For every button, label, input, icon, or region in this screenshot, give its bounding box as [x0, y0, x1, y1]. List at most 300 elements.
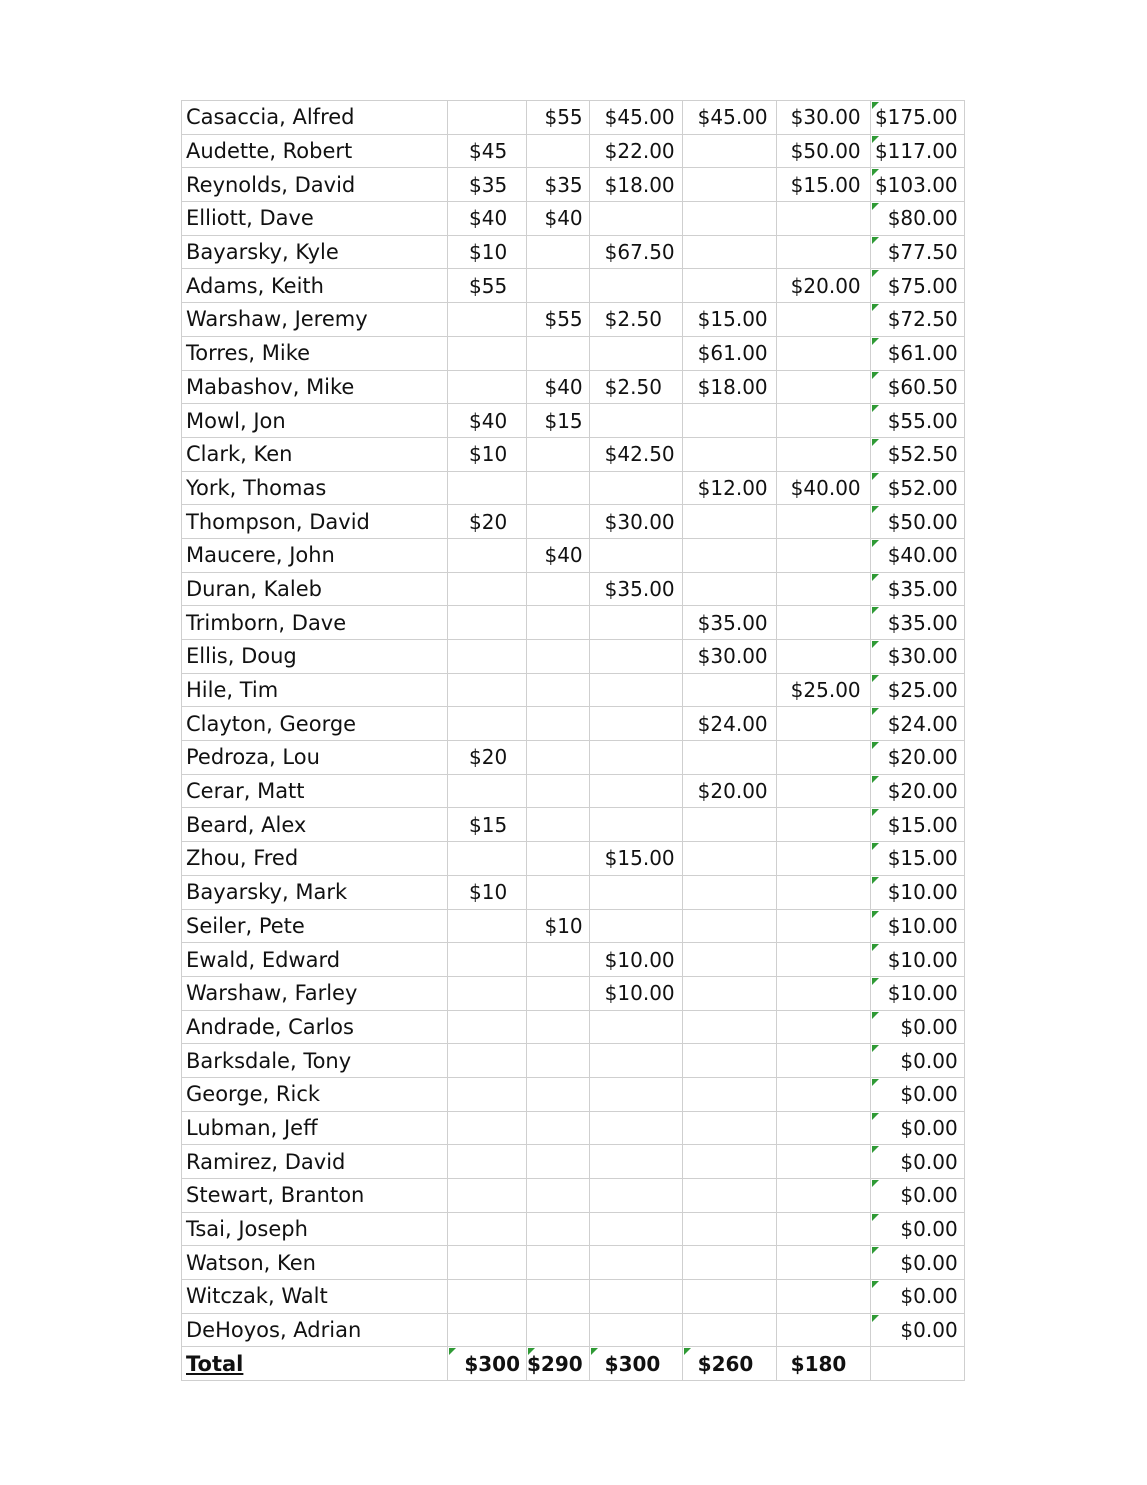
table-row[interactable] — [182, 875, 965, 909]
amount-cell[interactable]: $42.50 — [589, 437, 682, 471]
amount-cell[interactable] — [589, 1212, 682, 1246]
amount-cell[interactable] — [776, 808, 870, 842]
table-row[interactable] — [182, 842, 965, 876]
amount-cell[interactable] — [448, 1313, 527, 1347]
name-cell[interactable]: Ewald, Edward — [182, 943, 448, 977]
name-cell[interactable]: Witczak, Walt — [182, 1280, 448, 1314]
table-row[interactable] — [182, 168, 965, 202]
amount-cell[interactable] — [448, 976, 527, 1010]
amount-cell[interactable]: $61.00 — [682, 336, 776, 370]
table-row[interactable] — [182, 808, 965, 842]
amount-cell[interactable] — [448, 572, 527, 606]
row-total-cell[interactable]: $0.00 — [870, 1212, 964, 1246]
row-total-cell[interactable]: $52.00 — [870, 471, 964, 505]
table-row[interactable] — [182, 471, 965, 505]
table-row[interactable] — [182, 774, 965, 808]
table-row[interactable] — [182, 943, 965, 977]
amount-cell[interactable] — [682, 1010, 776, 1044]
amount-cell[interactable]: $20.00 — [776, 269, 870, 303]
amount-cell[interactable]: $35.00 — [682, 606, 776, 640]
amount-cell[interactable] — [589, 404, 682, 438]
amount-cell[interactable]: $25.00 — [776, 673, 870, 707]
amount-cell[interactable] — [682, 1077, 776, 1111]
amount-cell[interactable] — [682, 808, 776, 842]
grand-total-cell[interactable] — [870, 1347, 964, 1381]
column-total-cell[interactable]: $260 — [682, 1347, 776, 1381]
name-cell[interactable]: Ellis, Doug — [182, 640, 448, 674]
amount-cell[interactable] — [448, 909, 527, 943]
row-total-cell[interactable]: $0.00 — [870, 1179, 964, 1213]
amount-cell[interactable] — [682, 1044, 776, 1078]
amount-cell[interactable] — [776, 707, 870, 741]
row-total-cell[interactable]: $40.00 — [870, 538, 964, 572]
amount-cell[interactable] — [589, 1010, 682, 1044]
name-cell[interactable]: Watson, Ken — [182, 1246, 448, 1280]
amount-cell[interactable] — [776, 842, 870, 876]
amount-cell[interactable]: $15.00 — [682, 303, 776, 337]
amount-cell[interactable] — [527, 875, 590, 909]
amount-cell[interactable] — [776, 1010, 870, 1044]
amount-cell[interactable] — [527, 943, 590, 977]
amount-cell[interactable] — [682, 943, 776, 977]
row-total-cell[interactable]: $15.00 — [870, 808, 964, 842]
amount-cell[interactable]: $55 — [527, 303, 590, 337]
amount-cell[interactable] — [776, 370, 870, 404]
amount-cell[interactable] — [682, 909, 776, 943]
amount-cell[interactable] — [448, 1077, 527, 1111]
row-total-cell[interactable]: $35.00 — [870, 606, 964, 640]
row-total-cell[interactable]: $60.50 — [870, 370, 964, 404]
amount-cell[interactable] — [589, 808, 682, 842]
amount-cell[interactable] — [448, 1212, 527, 1246]
amount-cell[interactable] — [589, 1313, 682, 1347]
amount-cell[interactable] — [448, 1044, 527, 1078]
amount-cell[interactable]: $30.00 — [589, 505, 682, 539]
amount-cell[interactable] — [776, 1280, 870, 1314]
amount-cell[interactable] — [527, 134, 590, 168]
name-cell[interactable]: Clayton, George — [182, 707, 448, 741]
amount-cell[interactable]: $12.00 — [682, 471, 776, 505]
name-cell[interactable]: Bayarsky, Mark — [182, 875, 448, 909]
amount-cell[interactable] — [448, 842, 527, 876]
amount-cell[interactable] — [589, 336, 682, 370]
row-total-cell[interactable]: $10.00 — [870, 943, 964, 977]
amount-cell[interactable] — [448, 538, 527, 572]
amount-cell[interactable]: $10.00 — [589, 943, 682, 977]
amount-cell[interactable] — [682, 842, 776, 876]
name-cell[interactable]: Mowl, Jon — [182, 404, 448, 438]
amount-cell[interactable]: $24.00 — [682, 707, 776, 741]
amount-cell[interactable] — [682, 202, 776, 236]
row-total-cell[interactable]: $50.00 — [870, 505, 964, 539]
amount-cell[interactable] — [776, 774, 870, 808]
name-cell[interactable]: Stewart, Branton — [182, 1179, 448, 1213]
amount-cell[interactable] — [776, 1212, 870, 1246]
table-row[interactable] — [182, 673, 965, 707]
amount-cell[interactable]: $2.50 — [589, 370, 682, 404]
amount-cell[interactable]: $15.00 — [776, 168, 870, 202]
name-cell[interactable]: Torres, Mike — [182, 336, 448, 370]
amount-cell[interactable]: $40 — [527, 538, 590, 572]
row-total-cell[interactable]: $52.50 — [870, 437, 964, 471]
row-total-cell[interactable]: $30.00 — [870, 640, 964, 674]
row-total-cell[interactable]: $0.00 — [870, 1145, 964, 1179]
table-row[interactable] — [182, 606, 965, 640]
table-row[interactable] — [182, 202, 965, 236]
table-row[interactable] — [182, 1313, 965, 1347]
name-cell[interactable]: George, Rick — [182, 1077, 448, 1111]
amount-cell[interactable]: $35 — [527, 168, 590, 202]
row-total-cell[interactable]: $0.00 — [870, 1010, 964, 1044]
amount-cell[interactable] — [776, 1077, 870, 1111]
amount-cell[interactable]: $40 — [448, 404, 527, 438]
table-row[interactable] — [182, 404, 965, 438]
table-row[interactable] — [182, 370, 965, 404]
amount-cell[interactable] — [527, 505, 590, 539]
amount-cell[interactable]: $20 — [448, 741, 527, 775]
amount-cell[interactable] — [682, 572, 776, 606]
amount-cell[interactable] — [682, 1246, 776, 1280]
name-cell[interactable]: Seiler, Pete — [182, 909, 448, 943]
table-row[interactable] — [182, 1044, 965, 1078]
amount-cell[interactable] — [776, 1179, 870, 1213]
name-cell[interactable]: Audette, Robert — [182, 134, 448, 168]
row-total-cell[interactable]: $103.00 — [870, 168, 964, 202]
amount-cell[interactable]: $10 — [448, 235, 527, 269]
amount-cell[interactable] — [776, 1111, 870, 1145]
table-row[interactable] — [182, 101, 965, 135]
row-total-cell[interactable]: $24.00 — [870, 707, 964, 741]
amount-cell[interactable] — [776, 1145, 870, 1179]
table-row[interactable] — [182, 1280, 965, 1314]
amount-cell[interactable] — [527, 1179, 590, 1213]
row-total-cell[interactable]: $0.00 — [870, 1111, 964, 1145]
amount-cell[interactable] — [527, 1313, 590, 1347]
amount-cell[interactable]: $18.00 — [682, 370, 776, 404]
amount-cell[interactable] — [589, 202, 682, 236]
amount-cell[interactable] — [589, 774, 682, 808]
amount-cell[interactable] — [776, 1044, 870, 1078]
amount-cell[interactable] — [682, 437, 776, 471]
amount-cell[interactable] — [589, 269, 682, 303]
row-total-cell[interactable]: $0.00 — [870, 1044, 964, 1078]
column-total-cell[interactable]: $300 — [448, 1347, 527, 1381]
table-row[interactable] — [182, 538, 965, 572]
amount-cell[interactable] — [448, 1145, 527, 1179]
amount-cell[interactable] — [589, 741, 682, 775]
amount-cell[interactable] — [776, 909, 870, 943]
amount-cell[interactable]: $67.50 — [589, 235, 682, 269]
amount-cell[interactable] — [527, 1246, 590, 1280]
amount-cell[interactable] — [776, 437, 870, 471]
amount-cell[interactable] — [589, 1111, 682, 1145]
amount-cell[interactable]: $55 — [448, 269, 527, 303]
table-row[interactable] — [182, 1246, 965, 1280]
name-cell[interactable]: Casaccia, Alfred — [182, 101, 448, 135]
amount-cell[interactable] — [776, 741, 870, 775]
amount-cell[interactable] — [776, 875, 870, 909]
name-cell[interactable]: Cerar, Matt — [182, 774, 448, 808]
table-row[interactable] — [182, 269, 965, 303]
table-row[interactable] — [182, 1077, 965, 1111]
amount-cell[interactable] — [448, 774, 527, 808]
amount-cell[interactable] — [448, 640, 527, 674]
amount-cell[interactable] — [682, 1111, 776, 1145]
amount-cell[interactable] — [527, 606, 590, 640]
row-total-cell[interactable]: $35.00 — [870, 572, 964, 606]
row-total-cell[interactable]: $75.00 — [870, 269, 964, 303]
amount-cell[interactable]: $2.50 — [589, 303, 682, 337]
amount-cell[interactable] — [527, 471, 590, 505]
amount-cell[interactable]: $10 — [527, 909, 590, 943]
table-row[interactable] — [182, 1145, 965, 1179]
amount-cell[interactable] — [448, 673, 527, 707]
name-cell[interactable]: Elliott, Dave — [182, 202, 448, 236]
row-total-cell[interactable]: $0.00 — [870, 1313, 964, 1347]
amount-cell[interactable] — [776, 606, 870, 640]
amount-cell[interactable] — [682, 168, 776, 202]
amount-cell[interactable] — [682, 976, 776, 1010]
amount-cell[interactable] — [448, 1179, 527, 1213]
amount-cell[interactable] — [682, 875, 776, 909]
amount-cell[interactable] — [776, 303, 870, 337]
table-row[interactable] — [182, 1111, 965, 1145]
row-total-cell[interactable]: $0.00 — [870, 1077, 964, 1111]
amount-cell[interactable] — [776, 404, 870, 438]
amount-cell[interactable]: $18.00 — [589, 168, 682, 202]
amount-cell[interactable]: $10 — [448, 437, 527, 471]
amount-cell[interactable] — [448, 471, 527, 505]
amount-cell[interactable] — [682, 1179, 776, 1213]
amount-cell[interactable] — [682, 235, 776, 269]
amount-cell[interactable] — [682, 1313, 776, 1347]
row-total-cell[interactable]: $10.00 — [870, 976, 964, 1010]
amount-cell[interactable] — [527, 741, 590, 775]
amount-cell[interactable] — [776, 976, 870, 1010]
table-row[interactable] — [182, 976, 965, 1010]
amount-cell[interactable] — [589, 1044, 682, 1078]
row-total-cell[interactable]: $10.00 — [870, 875, 964, 909]
amount-cell[interactable] — [589, 1077, 682, 1111]
name-cell[interactable]: Duran, Kaleb — [182, 572, 448, 606]
amount-cell[interactable] — [589, 1280, 682, 1314]
table-row[interactable] — [182, 1010, 965, 1044]
amount-cell[interactable]: $22.00 — [589, 134, 682, 168]
amount-cell[interactable] — [527, 640, 590, 674]
amount-cell[interactable]: $35.00 — [589, 572, 682, 606]
name-cell[interactable]: Ramirez, David — [182, 1145, 448, 1179]
amount-cell[interactable] — [682, 1212, 776, 1246]
amount-cell[interactable] — [776, 336, 870, 370]
amount-cell[interactable] — [682, 1280, 776, 1314]
amount-cell[interactable] — [527, 1111, 590, 1145]
amount-cell[interactable] — [527, 235, 590, 269]
amount-cell[interactable] — [527, 1044, 590, 1078]
amount-cell[interactable] — [527, 437, 590, 471]
amount-cell[interactable] — [448, 1010, 527, 1044]
name-cell[interactable]: Warshaw, Farley — [182, 976, 448, 1010]
amount-cell[interactable] — [776, 1246, 870, 1280]
row-total-cell[interactable]: $80.00 — [870, 202, 964, 236]
amount-cell[interactable]: $45 — [448, 134, 527, 168]
amount-cell[interactable] — [527, 1010, 590, 1044]
row-total-cell[interactable]: $117.00 — [870, 134, 964, 168]
name-cell[interactable]: Hile, Tim — [182, 673, 448, 707]
row-total-cell[interactable]: $10.00 — [870, 909, 964, 943]
row-total-cell[interactable]: $25.00 — [870, 673, 964, 707]
amount-cell[interactable]: $10.00 — [589, 976, 682, 1010]
row-total-cell[interactable]: $20.00 — [870, 774, 964, 808]
amount-cell[interactable] — [448, 707, 527, 741]
amount-cell[interactable] — [527, 673, 590, 707]
amount-cell[interactable]: $20 — [448, 505, 527, 539]
amount-cell[interactable] — [776, 235, 870, 269]
amount-cell[interactable]: $35 — [448, 168, 527, 202]
amount-cell[interactable] — [589, 875, 682, 909]
amount-cell[interactable] — [589, 1145, 682, 1179]
amount-cell[interactable] — [589, 707, 682, 741]
name-cell[interactable]: Beard, Alex — [182, 808, 448, 842]
amount-cell[interactable]: $45.00 — [589, 101, 682, 135]
amount-cell[interactable]: $40.00 — [776, 471, 870, 505]
amount-cell[interactable] — [589, 1179, 682, 1213]
amount-cell[interactable]: $15.00 — [589, 842, 682, 876]
amount-cell[interactable] — [682, 538, 776, 572]
row-total-cell[interactable]: $0.00 — [870, 1280, 964, 1314]
table-row[interactable] — [182, 437, 965, 471]
amount-cell[interactable] — [527, 774, 590, 808]
name-cell[interactable]: Maucere, John — [182, 538, 448, 572]
name-cell[interactable]: Barksdale, Tony — [182, 1044, 448, 1078]
amount-cell[interactable] — [448, 1280, 527, 1314]
table-row[interactable] — [182, 640, 965, 674]
amount-cell[interactable] — [527, 707, 590, 741]
amount-cell[interactable] — [589, 538, 682, 572]
amount-cell[interactable] — [682, 404, 776, 438]
amount-cell[interactable] — [448, 101, 527, 135]
amount-cell[interactable] — [527, 976, 590, 1010]
table-row[interactable] — [182, 1179, 965, 1213]
amount-cell[interactable] — [589, 640, 682, 674]
amount-cell[interactable]: $40 — [527, 370, 590, 404]
amount-cell[interactable] — [589, 471, 682, 505]
amount-cell[interactable]: $50.00 — [776, 134, 870, 168]
amount-cell[interactable] — [776, 538, 870, 572]
table-row[interactable] — [182, 572, 965, 606]
table-row[interactable] — [182, 336, 965, 370]
amount-cell[interactable] — [589, 606, 682, 640]
table-row[interactable] — [182, 707, 965, 741]
name-cell[interactable]: Clark, Ken — [182, 437, 448, 471]
row-total-cell[interactable]: $77.50 — [870, 235, 964, 269]
amount-cell[interactable] — [527, 572, 590, 606]
name-cell[interactable]: Tsai, Joseph — [182, 1212, 448, 1246]
amount-cell[interactable]: $15 — [448, 808, 527, 842]
amount-cell[interactable]: $30.00 — [776, 101, 870, 135]
name-cell[interactable]: Reynolds, David — [182, 168, 448, 202]
name-cell[interactable]: Mabashov, Mike — [182, 370, 448, 404]
amount-cell[interactable]: $15 — [527, 404, 590, 438]
name-cell[interactable]: Trimborn, Dave — [182, 606, 448, 640]
amount-cell[interactable] — [527, 1077, 590, 1111]
name-cell[interactable]: DeHoyos, Adrian — [182, 1313, 448, 1347]
amount-cell[interactable] — [776, 505, 870, 539]
amount-cell[interactable]: $40 — [448, 202, 527, 236]
name-cell[interactable]: Lubman, Jeff — [182, 1111, 448, 1145]
amount-cell[interactable] — [776, 572, 870, 606]
amount-cell[interactable] — [776, 640, 870, 674]
table-row[interactable] — [182, 909, 965, 943]
total-row[interactable] — [182, 1347, 965, 1381]
amount-cell[interactable] — [448, 943, 527, 977]
amount-cell[interactable] — [448, 1111, 527, 1145]
row-total-cell[interactable]: $0.00 — [870, 1246, 964, 1280]
amount-cell[interactable] — [527, 1212, 590, 1246]
amount-cell[interactable] — [527, 808, 590, 842]
amount-cell[interactable] — [527, 1280, 590, 1314]
amount-cell[interactable] — [527, 1145, 590, 1179]
amount-cell[interactable] — [682, 673, 776, 707]
amount-cell[interactable] — [448, 1246, 527, 1280]
amount-cell[interactable] — [682, 505, 776, 539]
amount-cell[interactable] — [448, 336, 527, 370]
row-total-cell[interactable]: $55.00 — [870, 404, 964, 438]
table-row[interactable] — [182, 1212, 965, 1246]
amount-cell[interactable] — [682, 741, 776, 775]
amount-cell[interactable] — [527, 336, 590, 370]
total-label-cell[interactable] — [182, 1347, 448, 1381]
amount-cell[interactable] — [776, 943, 870, 977]
amount-cell[interactable] — [589, 1246, 682, 1280]
name-cell[interactable]: Pedroza, Lou — [182, 741, 448, 775]
amount-cell[interactable] — [527, 842, 590, 876]
column-total-cell[interactable]: $180 — [776, 1347, 870, 1381]
amount-cell[interactable]: $45.00 — [682, 101, 776, 135]
amount-cell[interactable] — [448, 303, 527, 337]
amount-cell[interactable]: $30.00 — [682, 640, 776, 674]
amount-cell[interactable] — [448, 606, 527, 640]
name-cell[interactable]: Andrade, Carlos — [182, 1010, 448, 1044]
name-cell[interactable]: Bayarsky, Kyle — [182, 235, 448, 269]
amount-cell[interactable] — [682, 1145, 776, 1179]
row-total-cell[interactable]: $15.00 — [870, 842, 964, 876]
name-cell[interactable]: Warshaw, Jeremy — [182, 303, 448, 337]
row-total-cell[interactable]: $61.00 — [870, 336, 964, 370]
row-total-cell[interactable]: $20.00 — [870, 741, 964, 775]
amount-cell[interactable] — [589, 673, 682, 707]
amount-cell[interactable] — [527, 269, 590, 303]
amount-cell[interactable] — [682, 134, 776, 168]
table-row[interactable] — [182, 505, 965, 539]
column-total-cell[interactable]: $300 — [589, 1347, 682, 1381]
amount-cell[interactable]: $40 — [527, 202, 590, 236]
amount-cell[interactable] — [589, 909, 682, 943]
amount-cell[interactable] — [448, 370, 527, 404]
amount-cell[interactable] — [776, 202, 870, 236]
amount-cell[interactable] — [682, 269, 776, 303]
table-row[interactable] — [182, 134, 965, 168]
name-cell[interactable]: Adams, Keith — [182, 269, 448, 303]
name-cell[interactable]: Zhou, Fred — [182, 842, 448, 876]
column-total-cell[interactable]: $290 — [527, 1347, 590, 1381]
table-row[interactable] — [182, 303, 965, 337]
amount-cell[interactable]: $10 — [448, 875, 527, 909]
name-cell[interactable]: Thompson, David — [182, 505, 448, 539]
row-total-cell[interactable]: $175.00 — [870, 101, 964, 135]
amount-cell[interactable]: $55 — [527, 101, 590, 135]
amount-cell[interactable]: $20.00 — [682, 774, 776, 808]
row-total-cell[interactable]: $72.50 — [870, 303, 964, 337]
